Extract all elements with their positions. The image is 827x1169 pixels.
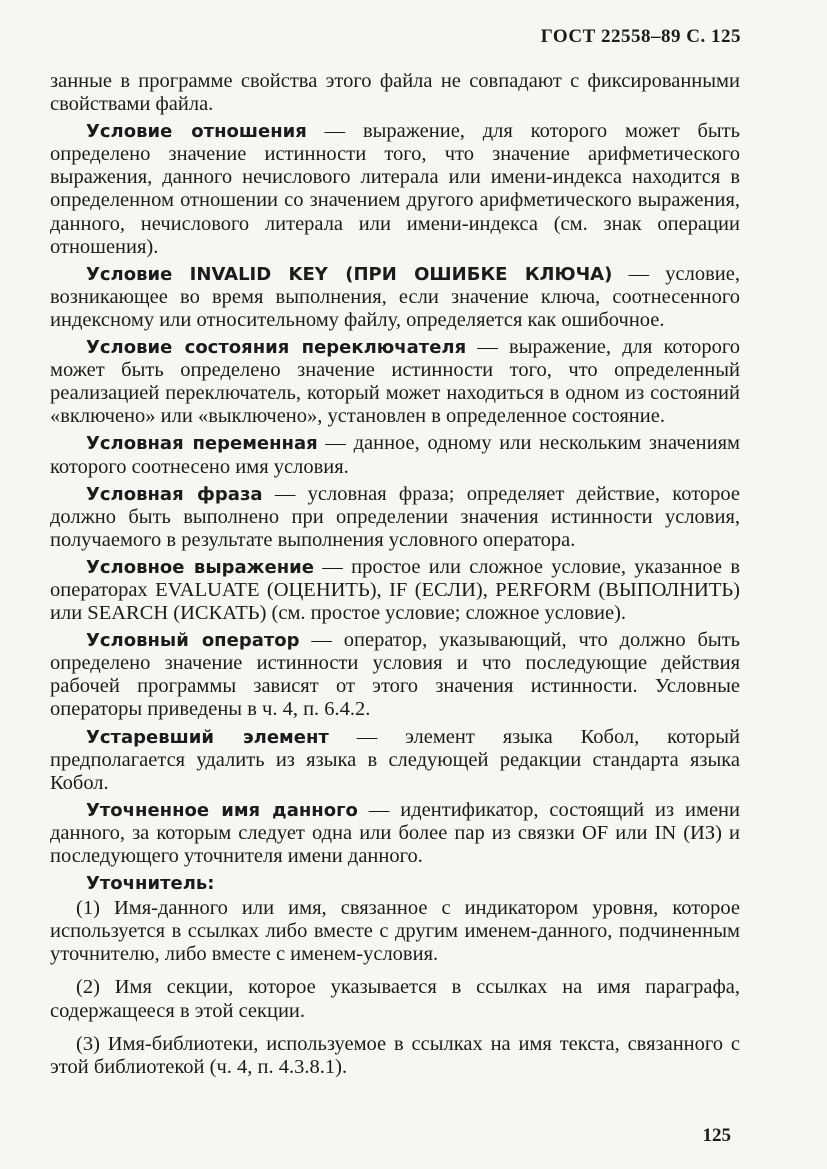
definition-term: Устаревший элемент	[86, 726, 329, 748]
definition-text: — выражение, для которого может быть определено значение истинности того, что определенный реализацией переключатель, который может находиться в одном из состояний «включено» или «выключено», установлен в определенное состояние.	[50, 336, 740, 428]
definition-entry	[50, 432, 740, 478]
list-item: (3) Имя-библиотеки, используемое в ссылках на имя текста, связанного с этой библиотекой (ч. 4, п. 4.3.8.1).	[50, 1032, 740, 1078]
definition-term: Условие INVALID KEY (ПРИ ОШИБКЕ КЛЮЧА)	[86, 263, 613, 285]
definition-entry	[50, 556, 740, 625]
definition-text: — оператор, указывающий, что должно быть определено значение истинности условия и что последующие действия рабочей программы зависят от этого значения истинности. Условные операторы приведены в ч. 4, п. 6.4.2.	[50, 629, 740, 721]
definition-entry	[50, 263, 740, 332]
definition-entry	[50, 483, 740, 552]
definition-entry	[50, 726, 740, 795]
definition-text: — простое или сложное условие, указанное в операторах EVALUATE (ОЦЕНИТЬ), IF (ЕСЛИ), PERFORM (ВЫПОЛНИТЬ) или SEARCH (ИСКАТЬ) (см. простое условие; сложное условие).	[50, 555, 740, 625]
definition-text: — идентификатор, состоящий из имени данного, за которым следует одна или более пар из связки OF или IN (ИЗ) и последующего уточнителя имени данного.	[50, 798, 740, 867]
definition-text: — условие, возникающее во время выполнения, если значение ключа, соотнесенного индексному или относительному файлу, определяется как ошибочное.	[50, 262, 741, 331]
definition-term: Условный оператор	[86, 630, 300, 652]
document-body	[50, 70, 740, 1089]
definition-term: Условное выражение	[86, 556, 315, 578]
page-header: ГОСТ 22558–89 С. 125	[540, 26, 741, 47]
definition-text: — выражение, для которого может быть определено значение истинности того, что значение арифметического выражения, данного нечислового литерала или имени-индекса находится в определенном отношении со значением другого арифметического выражения, данного, нечислового литерала или имени-индекса (см. знак операции отношения).	[50, 120, 740, 258]
definition-term: Условная переменная	[86, 433, 318, 455]
list-item: (2) Имя секции, которое указывается в ссылках на имя параграфа, содержащееся в этой секции.	[50, 976, 740, 1022]
paragraph-continuation	[50, 70, 740, 116]
definition-text: — условная фраза; определяет действие, которое должно быть выполнено при определении значения истинности условия, получаемого в результате выполнения условного оператора.	[50, 482, 740, 551]
definition-term: Уточнитель:	[86, 873, 215, 895]
definition-term: Условие состояния переключателя	[86, 337, 467, 359]
definition-term: Условие отношения	[86, 121, 307, 143]
definition-entry	[50, 120, 740, 259]
definition-entry	[50, 799, 740, 868]
definition-text: — элемент языка Кобол, который предполагается удалить из языка в следующей редакции стандарта языка Кобол.	[50, 725, 740, 794]
definition-entry	[50, 336, 740, 428]
definition-term: Уточненное имя данного	[86, 799, 358, 821]
page-number: 125	[702, 1125, 731, 1146]
definition-term: Условная фраза	[86, 483, 263, 505]
list-item: (1) Имя-данного или имя, связанное с индикатором уровня, которое используется в ссылках либо вместе с другим именем-данного, подчиненным уточнителю, либо вместе с именем-условия.	[50, 897, 740, 966]
definition-text: — данное, одному или нескольким значениям которого соотнесено имя условия.	[50, 432, 740, 478]
definition-entry	[50, 872, 740, 895]
paragraph-text: занные в программе свойства этого файла не совпадают с фиксированными свойствами файла.	[50, 70, 740, 116]
definition-entry	[50, 629, 740, 721]
